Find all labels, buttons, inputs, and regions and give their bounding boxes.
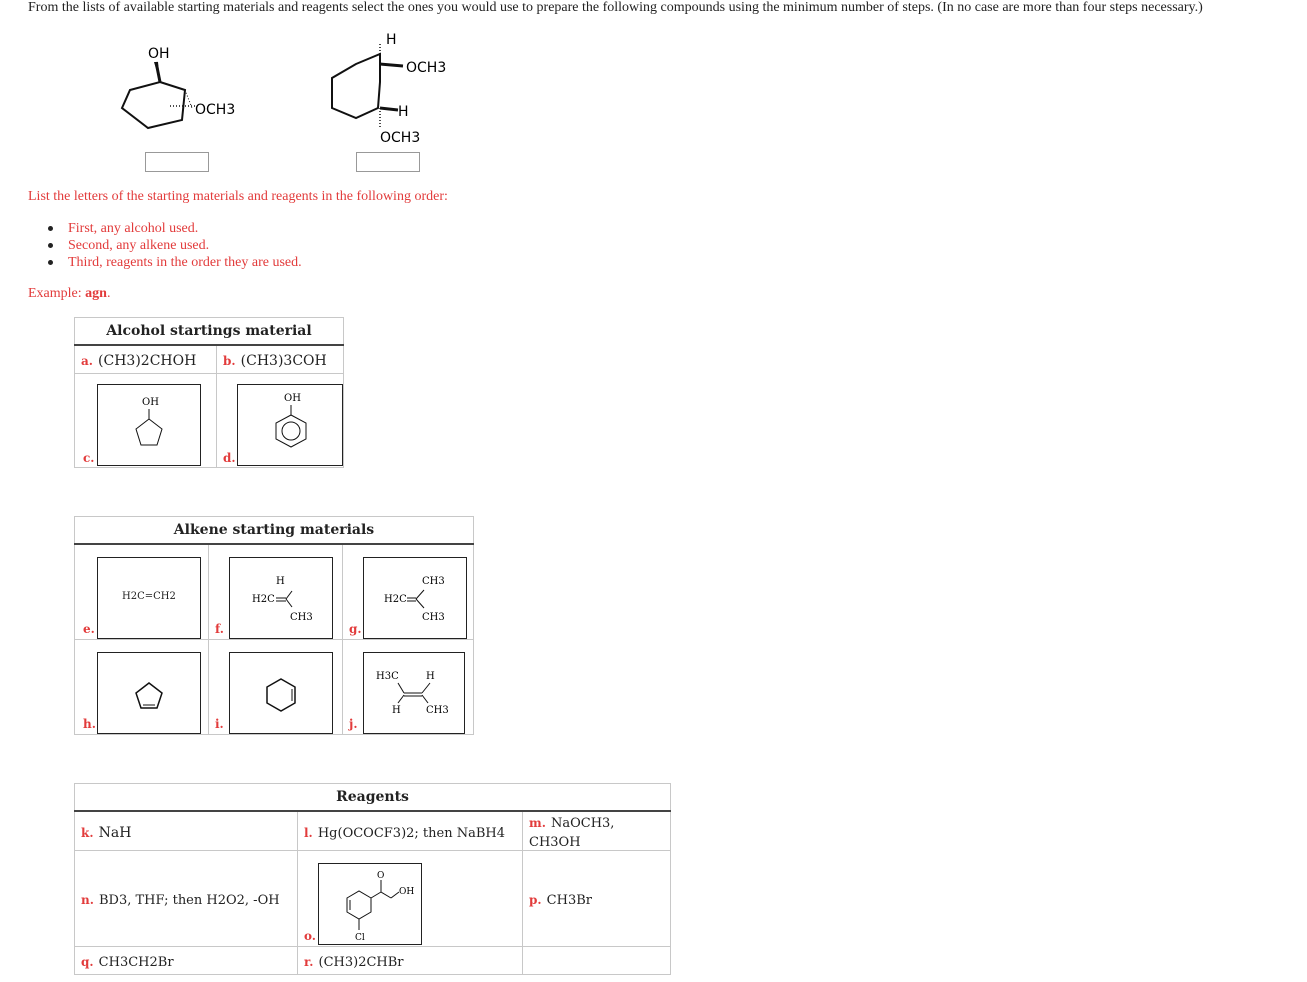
svg-text:OH: OH	[284, 393, 301, 404]
propene-structure	[230, 558, 332, 638]
example-value: agn	[85, 286, 107, 301]
cyclohexene-structure	[230, 653, 332, 733]
isobutylene-structure	[364, 558, 466, 638]
svg-text:CH3: CH3	[422, 611, 445, 623]
cyclopentene-structure	[98, 653, 200, 733]
svg-text:H: H	[392, 704, 401, 716]
target2-h-top: H	[386, 32, 397, 48]
alkene-f[interactable]: f. H H2C CH3	[209, 544, 343, 639]
alcohol-table-title: Alcohol startings material	[75, 318, 344, 346]
rule-item: Third, reagents in the order they are used.	[68, 255, 302, 270]
reagents-table	[74, 783, 671, 975]
svg-text:Cl: Cl	[355, 932, 365, 943]
target-molecule-1	[110, 40, 260, 140]
mcpba-structure	[319, 864, 421, 944]
svg-text:CH3: CH3	[422, 575, 445, 587]
alkene-h[interactable]: h.	[75, 639, 209, 734]
phenol-structure	[238, 385, 342, 465]
alcohol-c[interactable]: c. OH	[75, 373, 217, 467]
alcohol-table	[74, 317, 344, 468]
reagent-m[interactable]: m. NaOCH3, CH3OH	[523, 811, 671, 851]
target2-och3-bottom: OCH3	[380, 130, 421, 146]
alkene-e[interactable]: e. H2C=CH2	[75, 544, 209, 639]
svg-text:H: H	[426, 670, 435, 682]
alcohol-b[interactable]: b. (CH3)3COH	[217, 345, 344, 373]
svg-text:H3C: H3C	[376, 670, 399, 682]
svg-text:H: H	[276, 575, 285, 587]
alkene-table-title: Alkene starting materials	[75, 517, 474, 545]
reagent-p[interactable]: p. CH3Br	[523, 851, 671, 947]
reagent-k[interactable]: k. NaH	[75, 811, 298, 851]
ethylene-formula: H2C=CH2	[122, 590, 176, 602]
example-label: Example:	[28, 286, 82, 301]
trans-2-butene-structure	[364, 653, 464, 733]
example-line: Example: agn.	[28, 286, 111, 301]
rules-list	[28, 220, 302, 271]
answer-input-2[interactable]	[356, 152, 420, 172]
rule-item: First, any alcohol used.	[68, 220, 302, 237]
svg-text:H2C: H2C	[252, 593, 275, 605]
reagent-l[interactable]: l. Hg(OCOCF3)2; then NaBH4	[298, 811, 523, 851]
target1-och3-label: OCH3	[195, 102, 236, 118]
reagent-q[interactable]: q. CH3CH2Br	[75, 947, 298, 975]
target2-h-mid: H	[398, 104, 409, 120]
alcohol-a[interactable]: a. (CH3)2CHOH	[75, 345, 217, 373]
reagent-o[interactable]: o. O OH Cl	[298, 851, 523, 947]
target-molecule-2	[318, 32, 468, 150]
alkene-g[interactable]: g. CH3 H2C CH3	[343, 544, 474, 639]
answer-input-1[interactable]	[145, 152, 209, 172]
alkene-table	[74, 516, 474, 735]
svg-text:H2C: H2C	[384, 593, 407, 605]
cyclopentanol-structure	[98, 385, 200, 465]
target1-oh-label: OH	[148, 46, 170, 62]
reagent-empty-cell	[523, 947, 671, 975]
svg-text:O: O	[377, 870, 385, 881]
alkene-i[interactable]: i.	[209, 639, 343, 734]
target2-och3-top: OCH3	[406, 60, 447, 76]
reagent-n[interactable]: n. BD3, THF; then H2O2, -OH	[75, 851, 298, 947]
instructions-lead: List the letters of the starting materials and reagents in the following order:	[28, 189, 448, 204]
intro-text: From the lists of available starting materials and reagents select the ones you would use to prepare the following compounds using the minimum number of steps. (In no case are more than four steps necessary.)	[28, 0, 1203, 15]
svg-text:CH3: CH3	[426, 704, 449, 716]
svg-text:CH3: CH3	[290, 611, 313, 623]
rule-item: Second, any alkene used.	[68, 237, 302, 254]
alcohol-d[interactable]: d. OH	[217, 373, 344, 467]
svg-text:OH: OH	[399, 886, 415, 897]
alkene-j[interactable]: j. H3C H H CH3	[343, 639, 474, 734]
reagents-table-title: Reagents	[75, 784, 671, 812]
svg-text:OH: OH	[142, 397, 159, 408]
reagent-r[interactable]: r. (CH3)2CHBr	[298, 947, 523, 975]
